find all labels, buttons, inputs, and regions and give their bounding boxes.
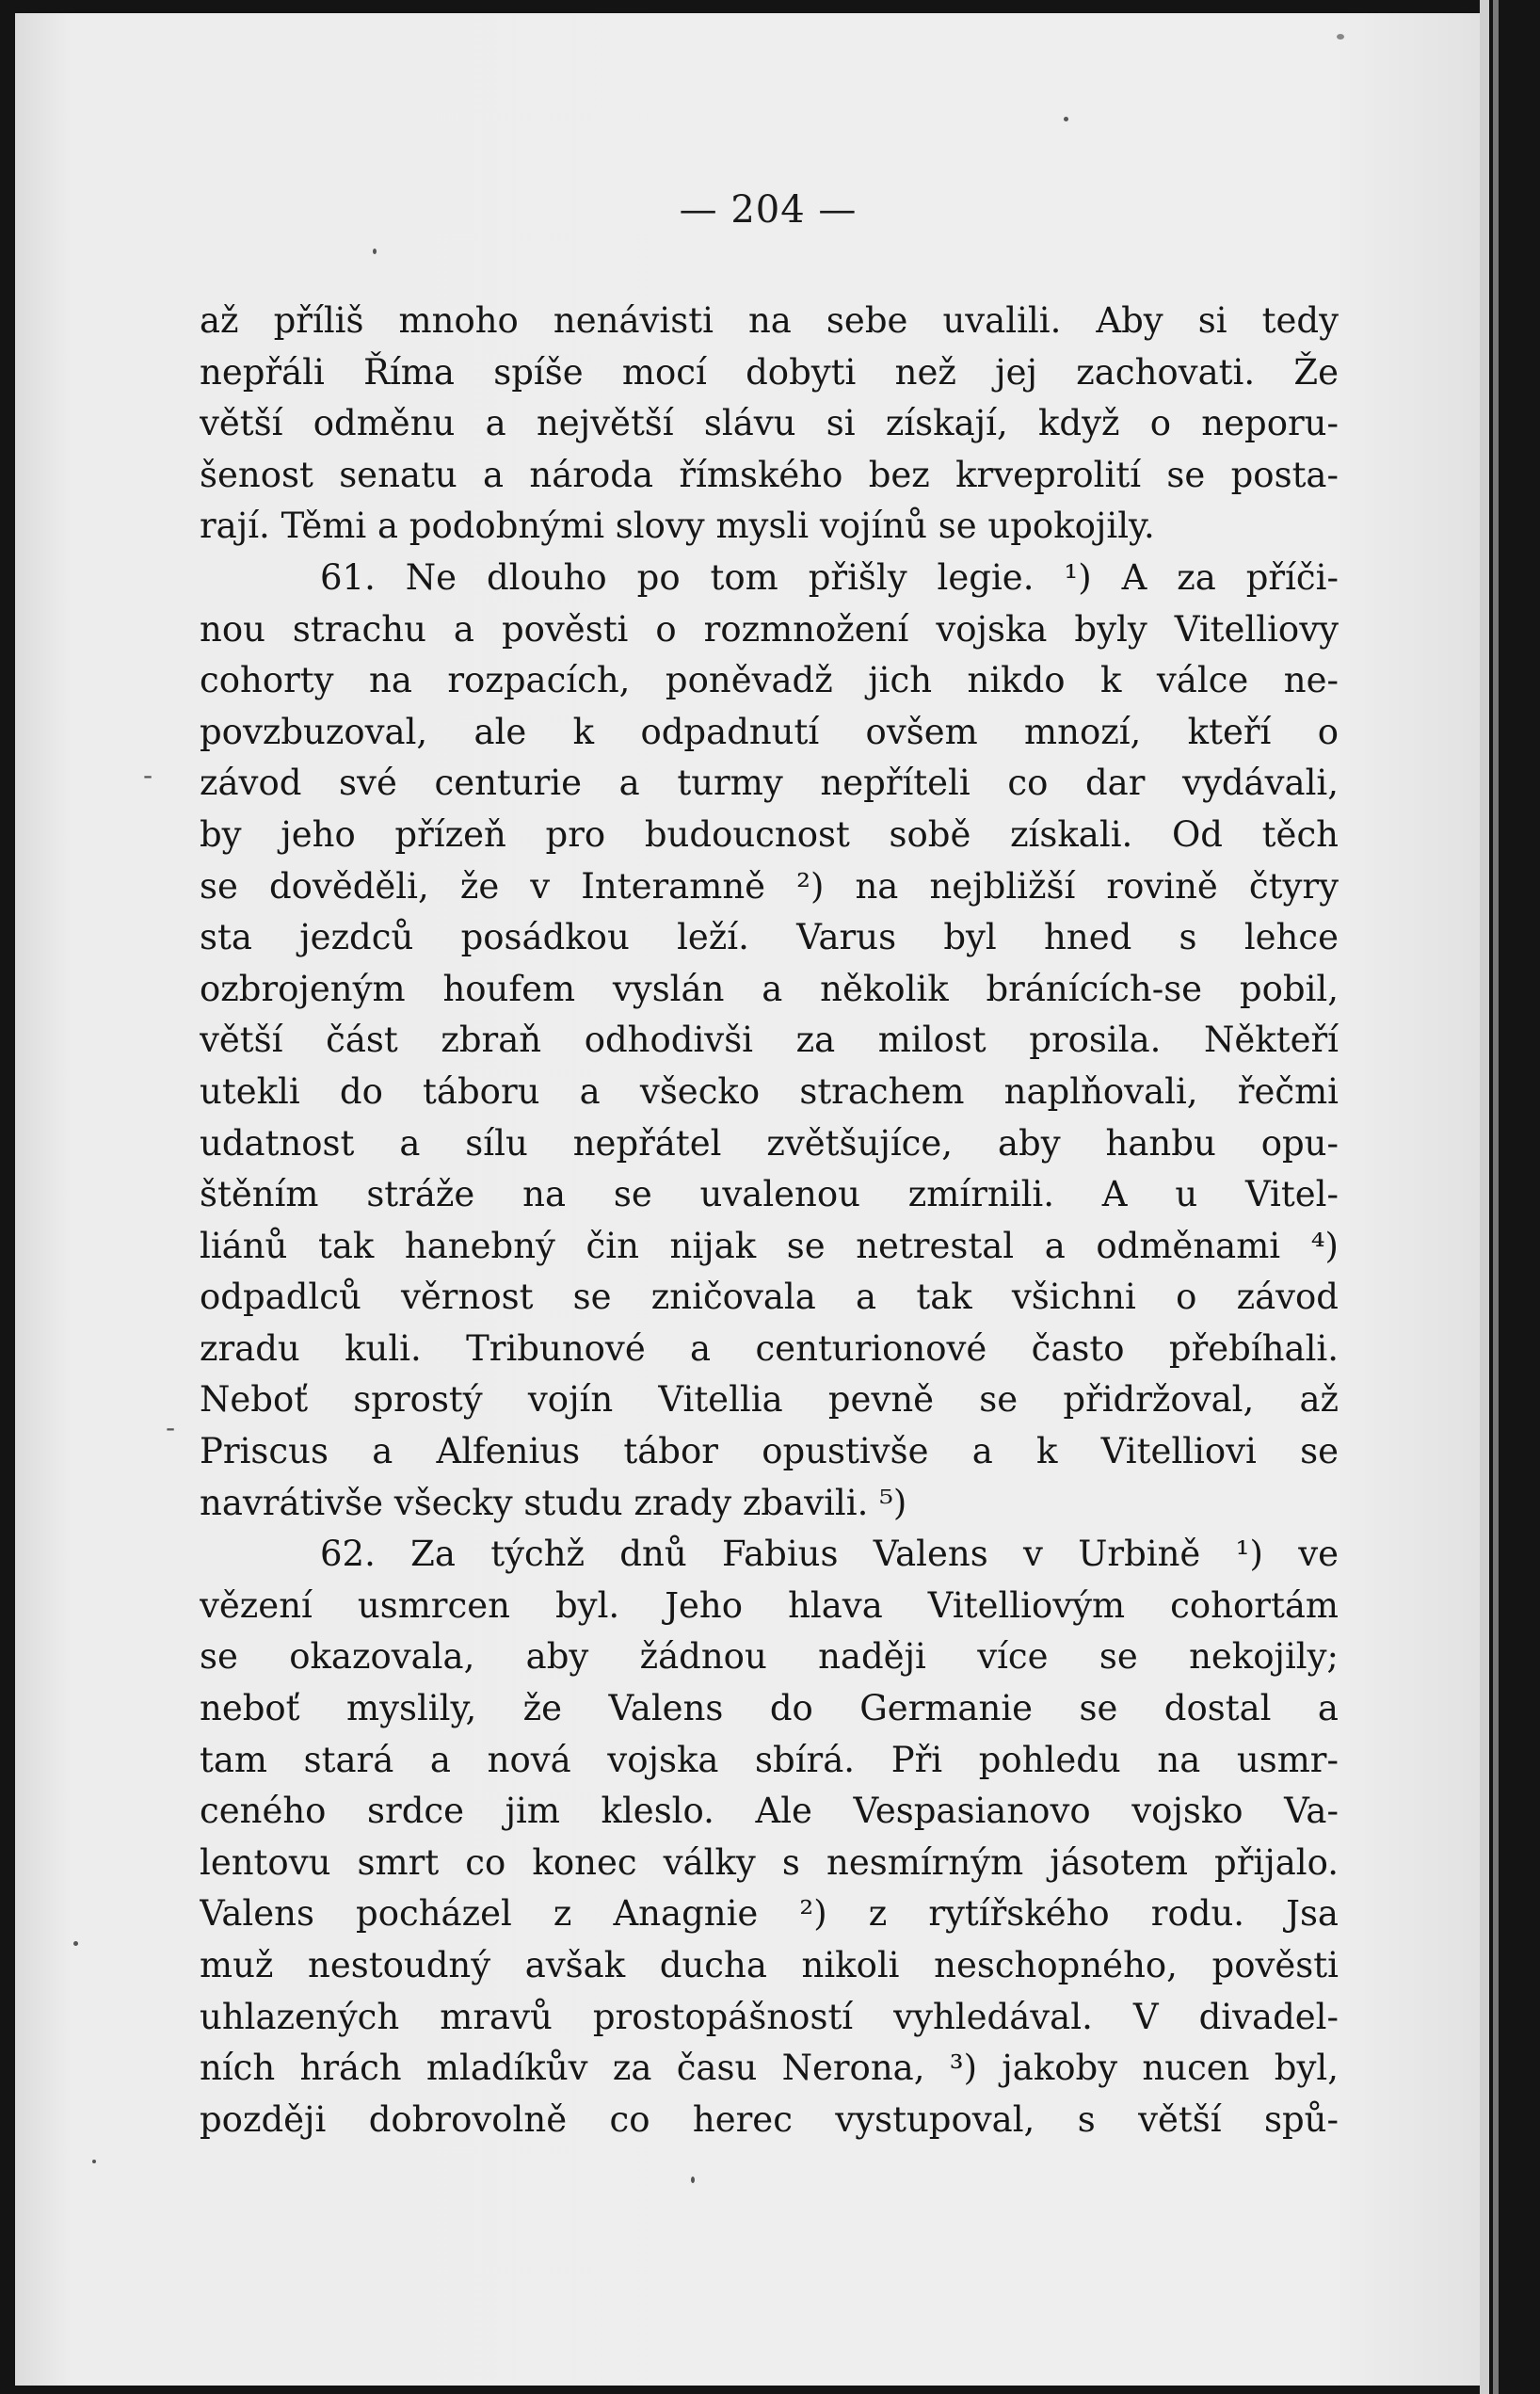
text-line: vězení usmrcen byl. Jeho hlava Vitelliovým cohortám <box>200 1584 1339 1626</box>
text-line: ozbrojeným houfem vyslán a několik bránících-se pobil, <box>200 968 1339 1009</box>
text-line: navrátivše všecky studu zrady zbavili. ⁵) <box>200 1482 907 1523</box>
paper-speck <box>1337 34 1344 40</box>
text-line: Neboť sprostý vojín Vitellia pevně se přidržoval, až <box>200 1379 1339 1421</box>
text-line: lentovu smrt co konec války s nesmírným jásotem přijalo. <box>200 1841 1339 1883</box>
text-line: větší část zbraň odhodivši za milost prosila. Někteří <box>200 1020 1339 1061</box>
text-line: šenost senatu a národa římského bez krveprolití se posta- <box>200 454 1339 495</box>
text-line: ceného srdce jim kleslo. Ale Vespasianovo vojsko Va- <box>200 1791 1339 1832</box>
text-line: povzbuzoval, ale k odpadnutí ovšem mnozí, kteří o <box>200 711 1339 752</box>
text-line: nepřáli Říma spíše mocí dobyti než jej zachovati. Že <box>200 351 1339 393</box>
text-line: Priscus a Alfenius tábor opustivše a k Vitelliovi se <box>200 1431 1339 1472</box>
text-line: ních hrách mladíkův za času Nerona, ³) jakoby nucen byl, <box>200 2048 1339 2089</box>
body-text <box>200 296 1339 2145</box>
text-line: muž nestoudný avšak ducha nikoli neschopného, pověsti <box>200 1945 1339 1985</box>
text-line: utekli do táboru a všecko strachem naplňovali, řečmi <box>200 1070 1339 1112</box>
text-line: větší odměnu a největší slávu si získají, když o neporu- <box>200 403 1339 444</box>
margin-mark: - <box>143 760 153 791</box>
paragraph-61-start: 61. Ne dlouho po tom přišly legie. ¹) A za příči- <box>320 556 1339 598</box>
text-line: se dověděli, že v Interamně ²) na nejbližší rovině čtyry <box>200 865 1339 907</box>
text-line: tam stará a nová vojska sbírá. Při pohledu na usmr- <box>200 1739 1339 1780</box>
text-line: uhlazených mravů prostopášností vyhledával. V divadel- <box>200 1996 1339 2037</box>
text-line: by jeho přízeň pro budoucnost sobě získali. Od těch <box>200 813 1339 855</box>
text-line: cohorty na rozpacích, poněvadž jich nikdo k válce ne- <box>200 660 1339 701</box>
text-line: později dobrovolně co herec vystupoval, s větší spů- <box>200 2098 1339 2140</box>
paper-speck <box>73 1941 78 1946</box>
text-line: neboť myslily, že Valens do Germanie se dostal a <box>200 1688 1339 1729</box>
margin-mark: - <box>166 1412 176 1443</box>
paper-speck <box>1064 117 1068 121</box>
paper-speck <box>92 2160 96 2163</box>
text-line: se okazovala, aby žádnou naději více se nekojily; <box>200 1636 1339 1678</box>
page-edge <box>1493 0 1499 2394</box>
book-page <box>15 13 1480 2386</box>
text-line: liánů tak hanebný čin nijak se netrestal a odměnami ⁴) <box>200 1225 1339 1266</box>
paper-speck <box>373 249 377 254</box>
paper-speck <box>691 2177 695 2183</box>
text-line: sta jezdců posádkou leží. Varus byl hned s lehce <box>200 917 1339 958</box>
page-edge <box>1480 0 1489 2394</box>
text-line: až příliš mnoho nenávisti na sebe uvalili. Aby si tedy <box>200 300 1339 341</box>
text-line: nou strachu a pověsti o rozmnožení vojska byly Vitelliovy <box>200 608 1339 650</box>
text-line: zradu kuli. Tribunové a centurionové často přebíhali. <box>200 1327 1339 1369</box>
text-line: rají. Těmi a podobnými slovy mysli vojínů se upokojily. <box>200 506 1155 547</box>
text-line: Valens pocházel z Anagnie ²) z rytířského rodu. Jsa <box>200 1893 1339 1935</box>
text-line: štěním stráže na se uvalenou zmírnili. A u Vitel- <box>200 1174 1339 1215</box>
text-line: odpadlců věrnost se zničovala a tak všichni o závod <box>200 1277 1339 1318</box>
text-line: závod své centurie a turmy nepříteli co dar vydávali, <box>200 763 1339 804</box>
text-line: udatnost a sílu nepřátel zvětšujíce, aby hanbu opu- <box>200 1122 1339 1164</box>
page-number: — 204 — <box>679 188 858 232</box>
paragraph-62-start: 62. Za týchž dnů Fabius Valens v Urbině ¹) ve <box>320 1534 1339 1575</box>
